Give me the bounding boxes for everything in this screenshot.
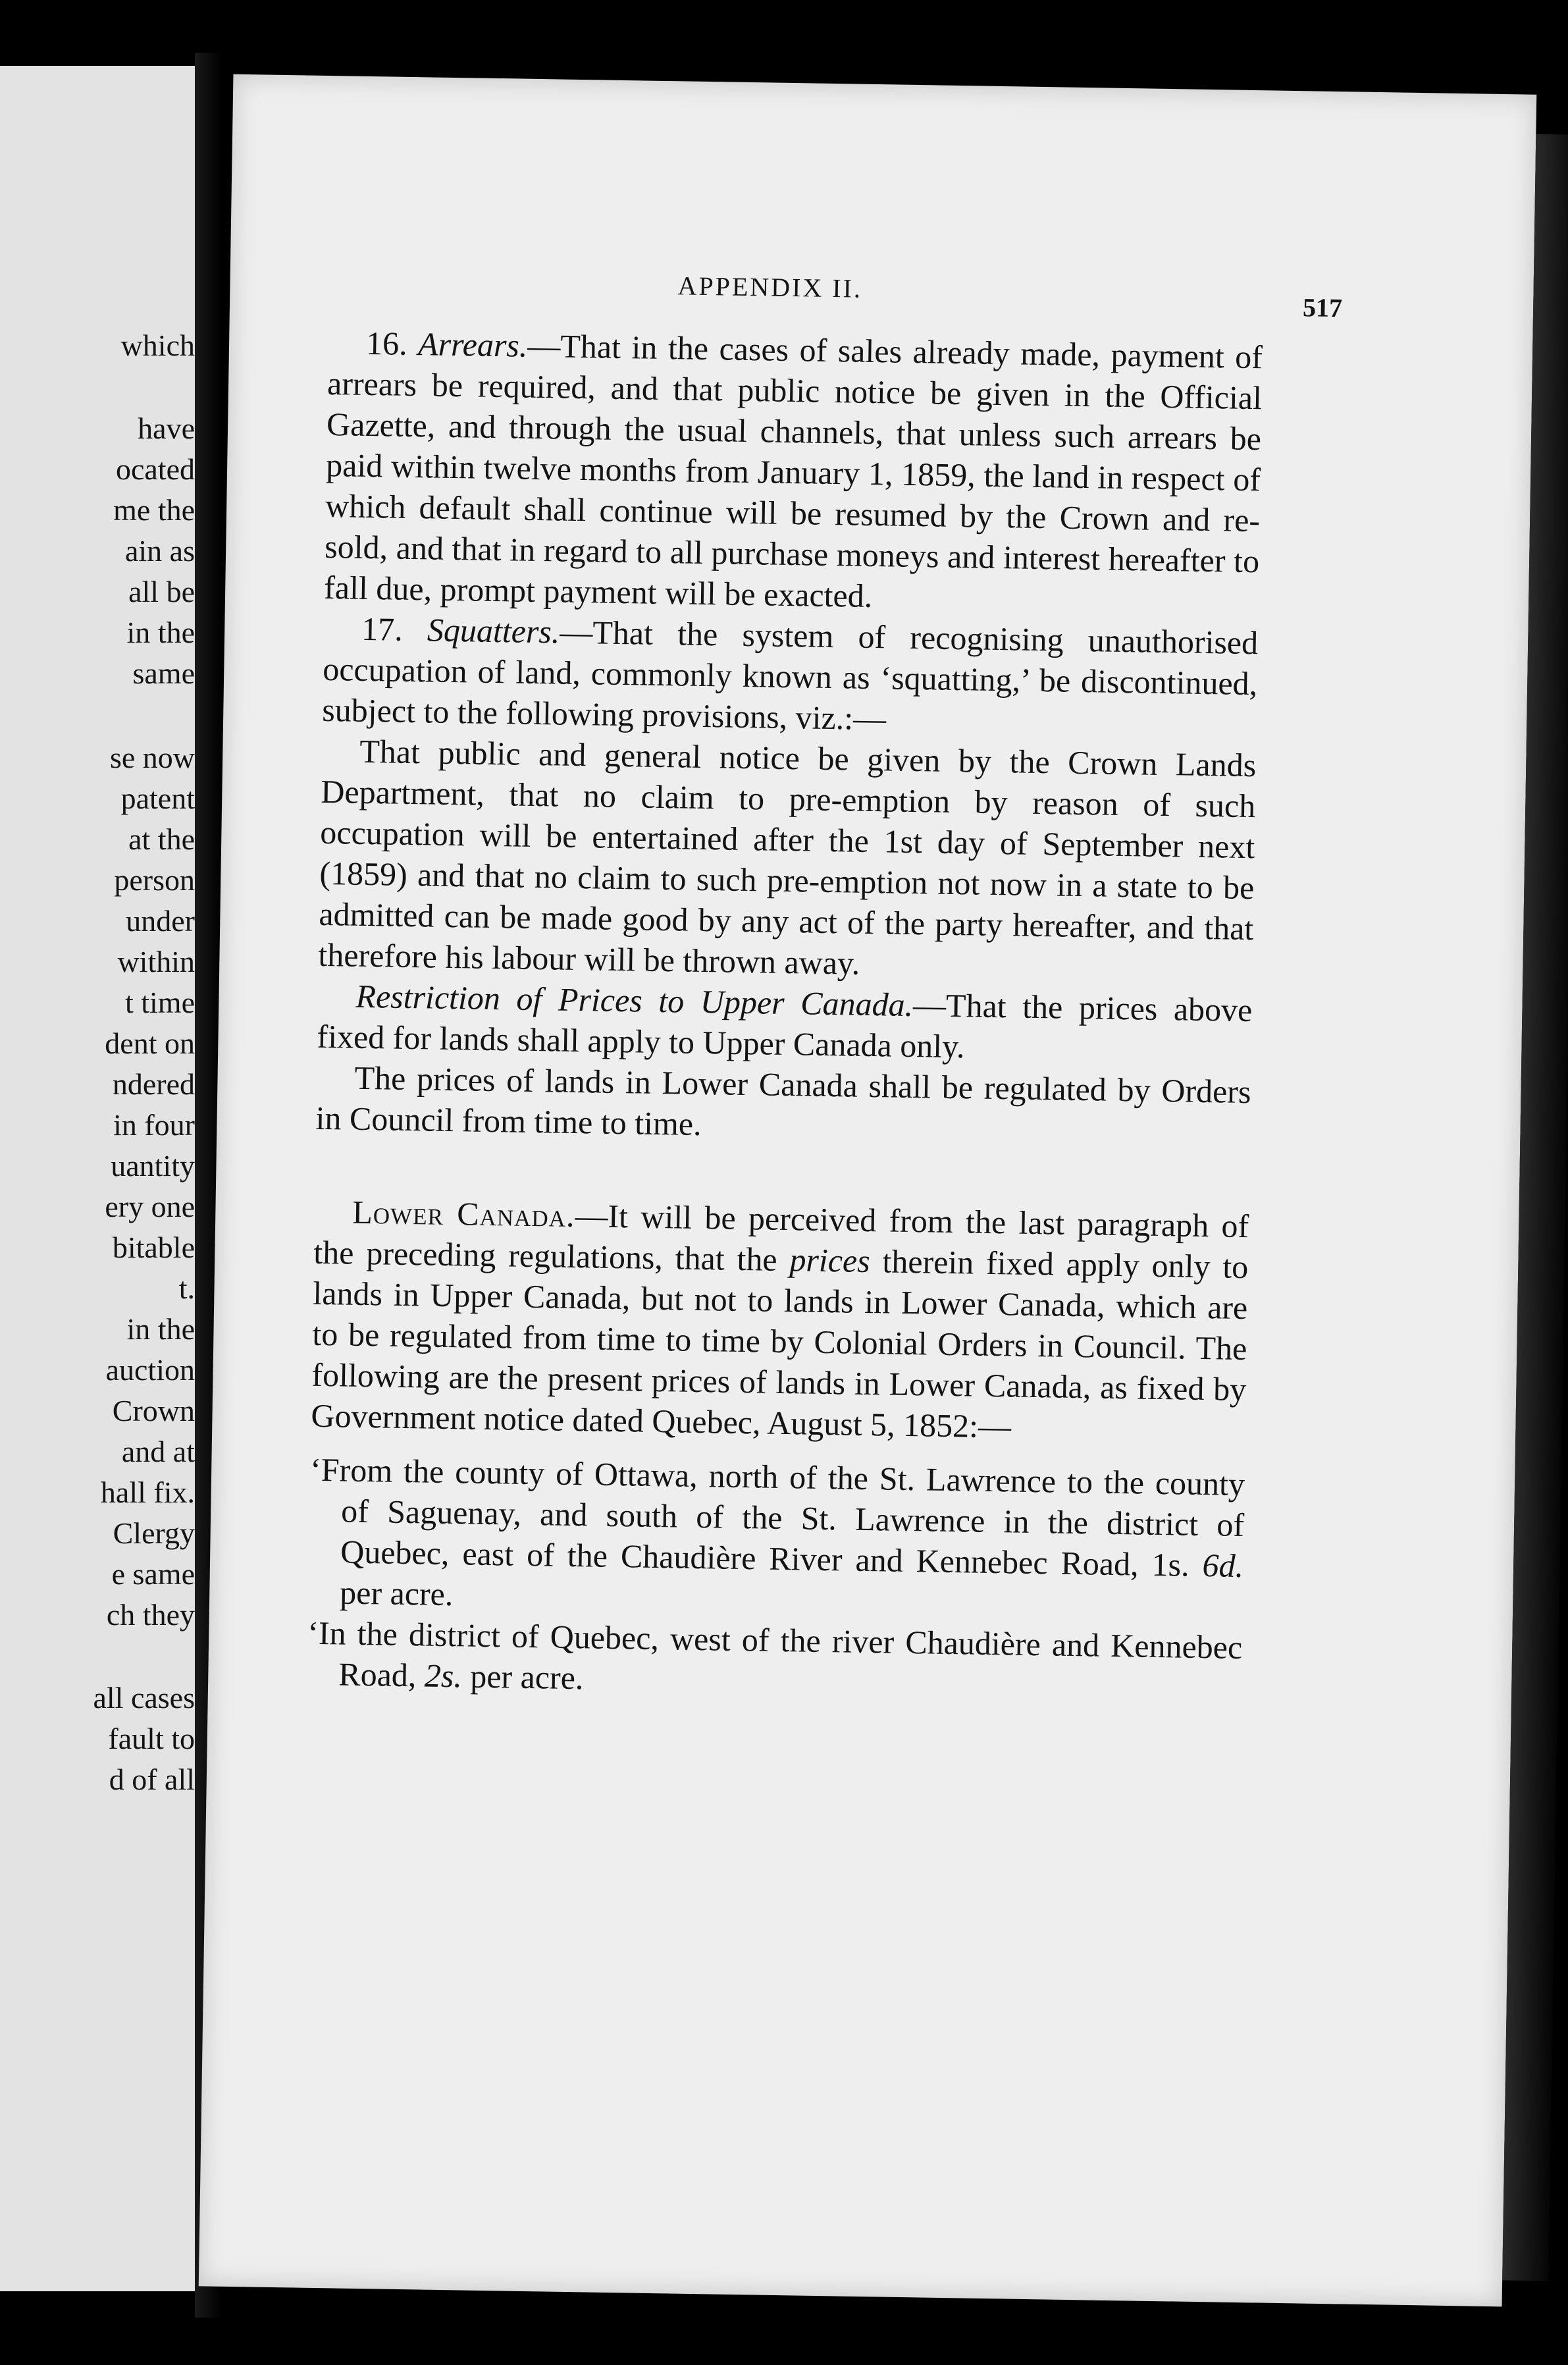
page-number: 517 [1302, 292, 1343, 323]
left-page-text-fragment: in four [113, 1108, 195, 1142]
section-title: Lower Canada. [352, 1193, 575, 1235]
paragraph-restriction [317, 975, 1253, 1071]
left-page-text-fragment: t time [124, 986, 195, 1019]
left-page-text-fragment: me the [113, 493, 195, 527]
quote-paragraph: ‘In the district of Quebec, west of the river Chaudière and Kennebec Road, 2s. per acre. [307, 1614, 1243, 1697]
left-page-text-fragment: auction [105, 1353, 195, 1387]
paragraph-squatters-provision: That public and general notice be given by the Crown Lands Department, that no claim to pre-emption by reason of such occupation will be entertained after the 1st day of September next (1859) and that no claim to such pre-emption not now in a state to be admitted can be made good by any act of the party hereafter, and that therefore his labour will be thrown away. [318, 732, 1257, 982]
section-title: Restriction of Prices to Upper Canada. [355, 977, 914, 1024]
left-page-text-fragment: bitable [112, 1231, 195, 1264]
left-page-text-fragment: uantity [111, 1149, 195, 1182]
left-page-text-fragment: have [138, 412, 195, 445]
section-text: —That the prices above fixed for lands shall apply to Upper Canada only. [317, 986, 1253, 1065]
section-title: Arrears. [417, 325, 528, 364]
left-page-text-fragment: e same [111, 1557, 195, 1591]
paragraph-restriction-followup: The prices of lands in Lower Canada shall be regulated by Orders in Council from time to time. [315, 1059, 1251, 1143]
left-page-text-fragment: person [114, 863, 195, 897]
page-text-block [307, 260, 1343, 1709]
section-text: —It will be perceived from the last paragraph of the preceding regulations, that the [313, 1197, 1249, 1278]
paragraph-lower-canada [311, 1191, 1249, 1450]
section-number: 17. [361, 610, 404, 648]
emphasis-word: prices [789, 1241, 871, 1280]
section-text: therein fixed apply only to lands in Upper Canada, but not to lands in Lower Canada, which are to be regulated from time to time by Colonial Orders in Council. The following are the present prices of lands in Lower Canada, as fixed by Government notice dated Quebec, August 5, 1852:— [311, 1242, 1249, 1445]
section-text: —That in the cases of sales already made, payment of arrears be required, and that public notice be given in the Official Gazette, and through the usual channels, that unless such arrears be paid within twelve months from January 1, 1859, the land in respect of which default shall continue will be resumed by the Crown and re-sold, and that in regard to all purchase moneys and interest hereafter to fall due, prompt payment will be exacted. [323, 327, 1263, 614]
left-page-text-fragment: t. [178, 1271, 195, 1305]
left-page-text-fragment: all cases [93, 1681, 195, 1714]
left-page-text-fragment: se now [109, 741, 195, 774]
quote-paragraph: ‘From the county of Ottawa, north of the St. Lawrence to the county of Saguenay, and south of the St. Lawrence in the district of Quebec, east of the Chaudière River and Kennebec Road, 1s. 6d. per acre. [309, 1450, 1245, 1613]
paragraph-squatters [322, 608, 1259, 745]
page-edge-shadow [1502, 134, 1568, 2281]
left-page-text-fragment: ery one [105, 1190, 195, 1223]
running-head: APPENDIX II. [677, 271, 863, 304]
left-page-text-fragment: within [117, 945, 195, 978]
left-page-text-fragment: same [132, 656, 195, 690]
left-page-text-fragment: in the [126, 1312, 195, 1346]
left-page-text-fragment: patent [120, 782, 195, 815]
left-page-text-fragment: under [126, 904, 195, 938]
left-page-text-fragment: ndered [112, 1067, 195, 1101]
left-page-text-fragment: Crown [112, 1394, 195, 1427]
left-page-text-fragment: ocated [115, 452, 195, 486]
section-number: 16. [365, 324, 408, 362]
paragraph-arrears [324, 322, 1263, 622]
book-page [199, 74, 1537, 2307]
left-facing-page [0, 66, 195, 2291]
left-page-text-fragment: ain as [124, 534, 195, 568]
left-page-text-fragment: all be [128, 575, 195, 608]
left-page-text-fragment: at the [128, 822, 195, 856]
left-page-text-fragment: fault to [108, 1722, 195, 1755]
left-page-text-fragment: and at [121, 1435, 195, 1468]
left-page-text-fragment: Clergy [113, 1516, 195, 1550]
section-text: —That the system of recognising unauthorised occupation of land, commonly known as ‘squatting,’ be discontinued, subject to the following provisions, viz.:— [321, 613, 1259, 737]
left-page-text-fragment: hall fix. [100, 1475, 195, 1509]
left-page-text-fragment: dent on [105, 1026, 195, 1060]
left-page-text-fragment: d of all [109, 1763, 195, 1796]
section-title: Squatters. [427, 611, 560, 651]
left-page-text-fragment: ch they [106, 1598, 195, 1632]
page-header [328, 260, 1343, 327]
left-page-text-fragment: in the [126, 616, 195, 649]
left-page-text-fragment: which [120, 329, 195, 362]
